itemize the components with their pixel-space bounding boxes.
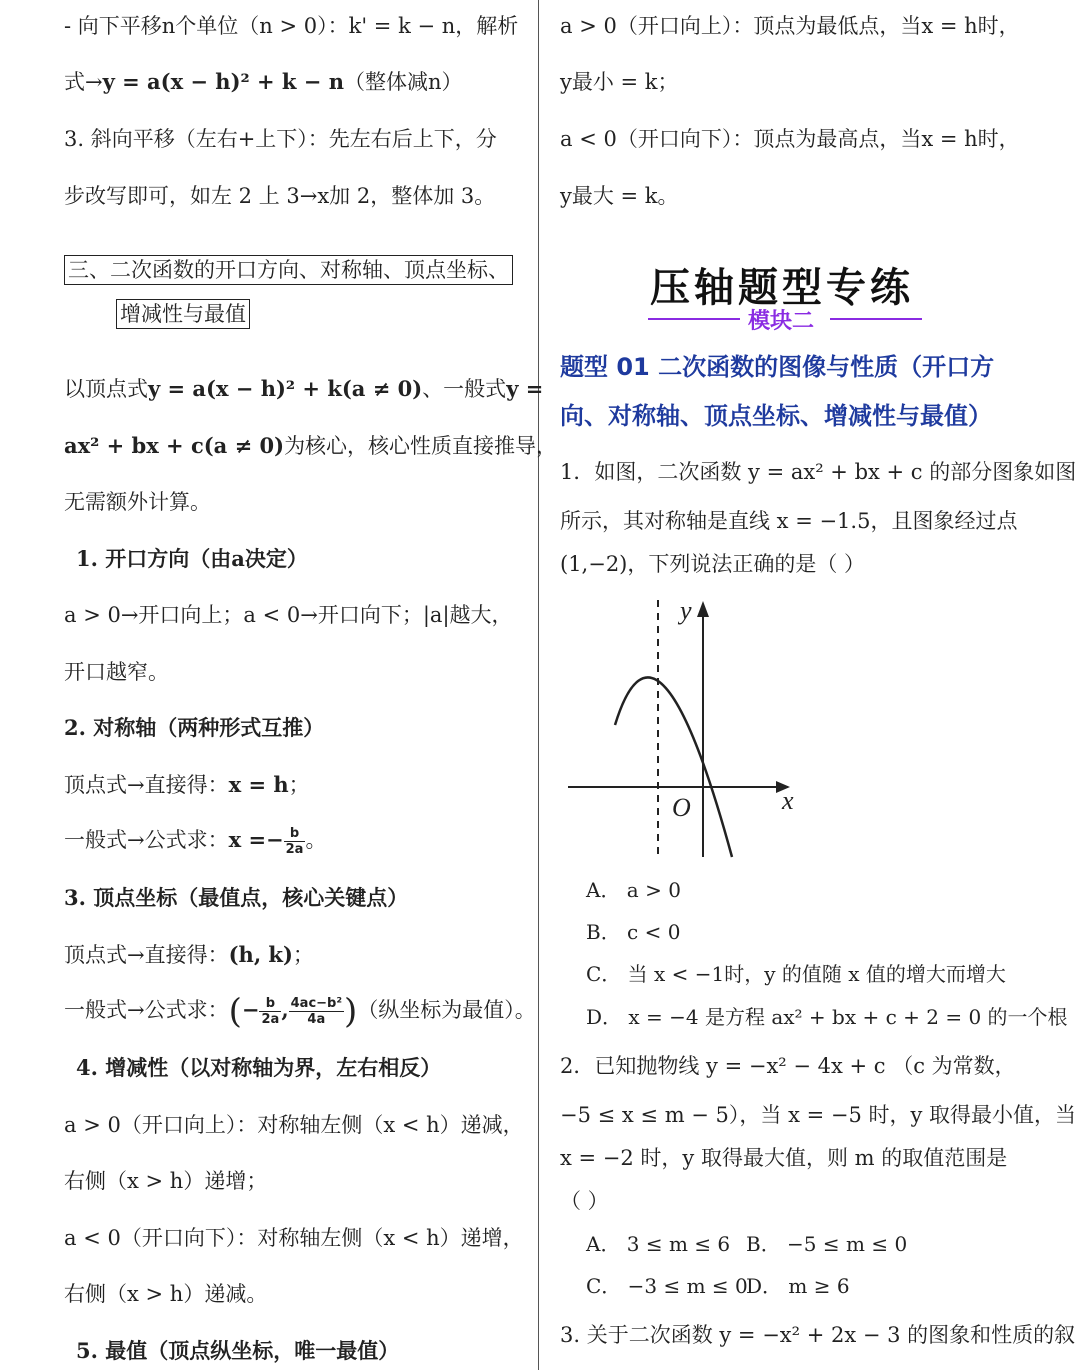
parabola-curve	[615, 677, 732, 857]
text-line: y最小 = k；	[560, 70, 679, 94]
text-line: 顶点式→直接得：(h, k)；	[64, 942, 314, 967]
option-a: A． 3 ≤ m ≤ 6	[586, 1232, 731, 1256]
banner-subtitle: 模块二	[748, 309, 815, 334]
banner-rule	[648, 318, 740, 320]
question-text: 1．如图，二次函数 y = ax² + bx + c 的部分图象如图	[560, 460, 1077, 484]
option-c: C． −3 ≤ m ≤ 0	[586, 1274, 748, 1298]
option-b: B． c < 0	[586, 920, 681, 944]
text-line: a < 0（开口向下）：顶点为最高点，当x = h时，	[560, 127, 1020, 151]
text-line: y最大 = k。	[560, 184, 679, 208]
text-line: 右侧（x > h）递减。	[64, 1282, 268, 1306]
question-text: 2．已知抛物线 y = −x² − 4x + c （c 为常数，	[560, 1054, 1016, 1078]
subheading: 4. 增减性（以对称轴为界，左右相反）	[76, 1055, 442, 1080]
option-d: D． m ≥ 6	[746, 1274, 850, 1298]
parabola-graph	[560, 595, 800, 865]
origin-label: O	[672, 793, 691, 822]
text-line: 一般式→公式求：(− $\frac{b}{2a}$ , $\frac{\text{4ac−b²}}{4a}$ )（纵坐标为最值）。	[64, 991, 536, 1032]
banner-rule	[830, 318, 922, 320]
y-axis-label: y	[680, 596, 692, 625]
fraction: $\frac{b}{2a}$	[261, 996, 280, 1027]
subheading: 3. 顶点坐标（最值点，核心关键点）	[64, 885, 409, 910]
section-heading: 三、二次函数的开口方向、对称轴、顶点坐标、	[64, 255, 513, 285]
question-text: x = −2 时，y 取得最大值，则 m 的取值范围是	[560, 1146, 1008, 1170]
text-line: 一般式→公式求：x =− $\frac{b}{2a}$ 。	[64, 826, 327, 857]
text-line: 式→y = a(x − h)² + k − n（整体减n）	[64, 69, 463, 94]
y-axis-arrow-icon	[697, 601, 709, 617]
fraction: $\frac{\text{4ac−b²}}{4a}$	[290, 996, 343, 1027]
text-line: 3. 斜向平移（左右+上下）：先左右后上下，分	[64, 127, 497, 151]
question-type-title: 题型 01 二次函数的图像与性质（开口方	[560, 353, 995, 381]
option-c: C． 当 x < −1时，y 的值随 x 值的增大而增大	[586, 962, 1006, 986]
text-line: a < 0（开口向下）：对称轴左侧（x < h）递增，	[64, 1226, 524, 1250]
x-axis-label: x	[782, 786, 794, 815]
question-text: 所示，其对称轴是直线 x = −1.5，且图象经过点	[560, 509, 1018, 533]
section-heading-continued: 增减性与最值	[116, 299, 250, 329]
text-line: 无需额外计算。	[64, 490, 211, 514]
text-line: 顶点式→直接得：x = h；	[64, 772, 310, 797]
subheading: 2. 对称轴（两种形式互推）	[64, 715, 325, 740]
subheading: 1. 开口方向（由a决定）	[76, 546, 308, 571]
question-text: −5 ≤ x ≤ m − 5），当 x = −5 时，y 取得最小值，当	[560, 1103, 1077, 1127]
option-b: B． −5 ≤ m ≤ 0	[746, 1232, 908, 1256]
text-line: 以顶点式y = a(x − h)² + k(a ≠ 0)、一般式y =	[64, 376, 544, 401]
option-d: D． x = −4 是方程 ax² + bx + c + 2 = 0 的一个根	[586, 1005, 1068, 1029]
text-line: a > 0（开口向上）：对称轴左侧（x < h）递减，	[64, 1113, 524, 1137]
text-line: 右侧（x > h）递增；	[64, 1169, 268, 1193]
text-line: 开口越窄。	[64, 660, 169, 684]
question-text: 3. 关于二次函数 y = −x² + 2x − 3 的图象和性质的叙	[560, 1323, 1076, 1347]
text-line: ax² + bx + c(a ≠ 0)为核心，核心性质直接推导，	[64, 433, 558, 458]
text-line: a > 0→开口向上；a < 0→开口向下；|a|越大，	[64, 603, 513, 627]
banner-title: 压轴题型专练	[650, 265, 914, 311]
text-line: 步改写即可，如左 2 上 3→x加 2，整体加 3。	[64, 184, 496, 208]
fraction: $\frac{b}{2a}$	[285, 826, 304, 857]
question-text: (1,−2)，下列说法正确的是（ ）	[560, 552, 866, 576]
text-line: - 向下平移n个单位（n > 0）：k' = k − n，解析	[64, 14, 519, 38]
column-divider	[538, 0, 539, 1370]
subheading: 5. 最值（顶点纵坐标，唯一最值）	[76, 1338, 400, 1363]
question-text: （ ）	[560, 1189, 609, 1213]
text-line: a > 0（开口向上）：顶点为最低点，当x = h时，	[560, 14, 1020, 38]
question-type-title: 向、对称轴、顶点坐标、增减性与最值）	[560, 402, 992, 430]
option-a: A． a > 0	[586, 878, 681, 902]
